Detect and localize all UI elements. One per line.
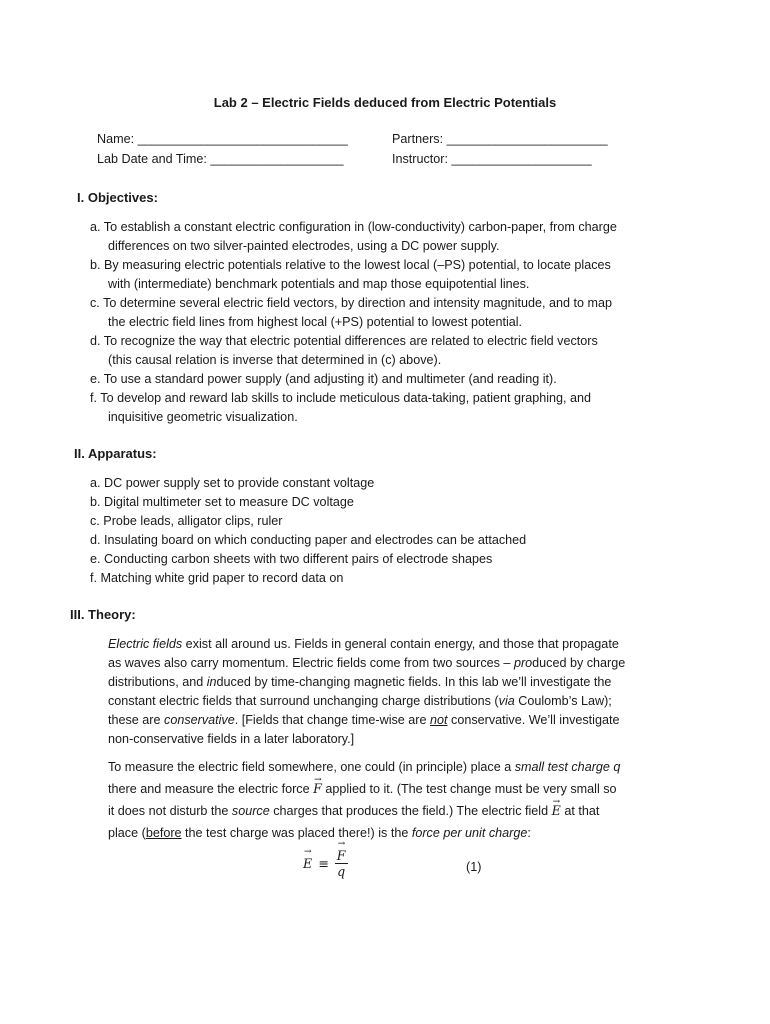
list-item: a. To establish a constant electric configuration in (low-conductivity) carbon-paper, from charge differences on two silver-painted electrodes, using a DC power supply. — [90, 220, 617, 253]
list-item: b. By measuring electric potentials relative to the lowest local (–PS) potential, to locate places with (intermediate) benchmark potentials and map those equipotential lines. — [90, 258, 611, 291]
equation-numerator: → F — [337, 848, 346, 863]
equation-denominator: q — [337, 864, 346, 879]
apparatus-heading: II. Apparatus: — [74, 446, 157, 461]
list-item: b. Digital multimeter set to measure DC voltage — [90, 495, 354, 509]
equation-fraction — [335, 848, 348, 879]
list-item: e. To use a standard power supply (and adjusting it) and multimeter (and reading it). — [90, 372, 557, 386]
list-item: f. Matching white grid paper to record data on — [90, 571, 344, 585]
objectives-list — [90, 218, 617, 427]
list-item: e. Conducting carbon sheets with two different pairs of electrode shapes — [90, 552, 493, 566]
page-title: Lab 2 – Electric Fields deduced from Electric Potentials — [213, 95, 557, 110]
field-vector: → E — [552, 800, 561, 822]
list-item: f. To develop and reward lab skills to include meticulous data-taking, patient graphing, and inquisitive geometric visualization. — [90, 391, 592, 424]
equation-1 — [303, 848, 348, 879]
list-item: c. Probe leads, alligator clips, ruler — [90, 514, 283, 528]
apparatus-list — [90, 474, 526, 588]
equation-lhs: → E — [303, 856, 312, 871]
theory-paragraph-1: Electric fields exist all around us. Fields in general contain energy, and those that propagate as waves also carry momentum. Electric fields come from two sources – produced by charge distributions, and induced by time-changing magnetic fields. In this lab we’ll investigate the constant electric fields that surround unchanging charge distributions (via Coulomb’s Law); these are conservative. [Fields that change time-wise are not conservative. We’ll investigate non-conservative fields in a later laboratory.] — [108, 637, 626, 746]
list-item: d. To recognize the way that electric potential differences are related to electric field vectors (this causal relation is inverse that determined in (c) above). — [90, 334, 598, 367]
force-vector: → F — [313, 778, 322, 800]
name-field: Name: ______________________________ — [97, 132, 348, 146]
theory-heading: III. Theory: — [70, 607, 136, 622]
theory-paragraph-2: To measure the electric field somewhere, one could (in principle) place a small test charge q there and measure the electric force → F applied to it. (The test change must be very small so it does not disturb the source charges that produces the field.) The electric field → E at that place (before the test charge was placed there!) is the force per unit charge: — [108, 756, 620, 844]
list-item: c. To determine several electric field vectors, by direction and intensity magnitude, and to map the electric field lines from highest local (+PS) potential to lowest potential. — [90, 296, 612, 329]
instructor-field: Instructor: ____________________ — [392, 152, 592, 166]
objectives-heading: I. Objectives: — [77, 190, 158, 205]
list-item: d. Insulating board on which conducting paper and electrodes can be attached — [90, 533, 527, 547]
partners-field: Partners: _______________________ — [392, 132, 608, 146]
lab-date-field: Lab Date and Time: ___________________ — [97, 152, 344, 166]
equation-operator: ≡ — [318, 856, 329, 871]
list-item: a. DC power supply set to provide constant voltage — [90, 476, 375, 490]
equation-number: (1) — [466, 860, 482, 874]
